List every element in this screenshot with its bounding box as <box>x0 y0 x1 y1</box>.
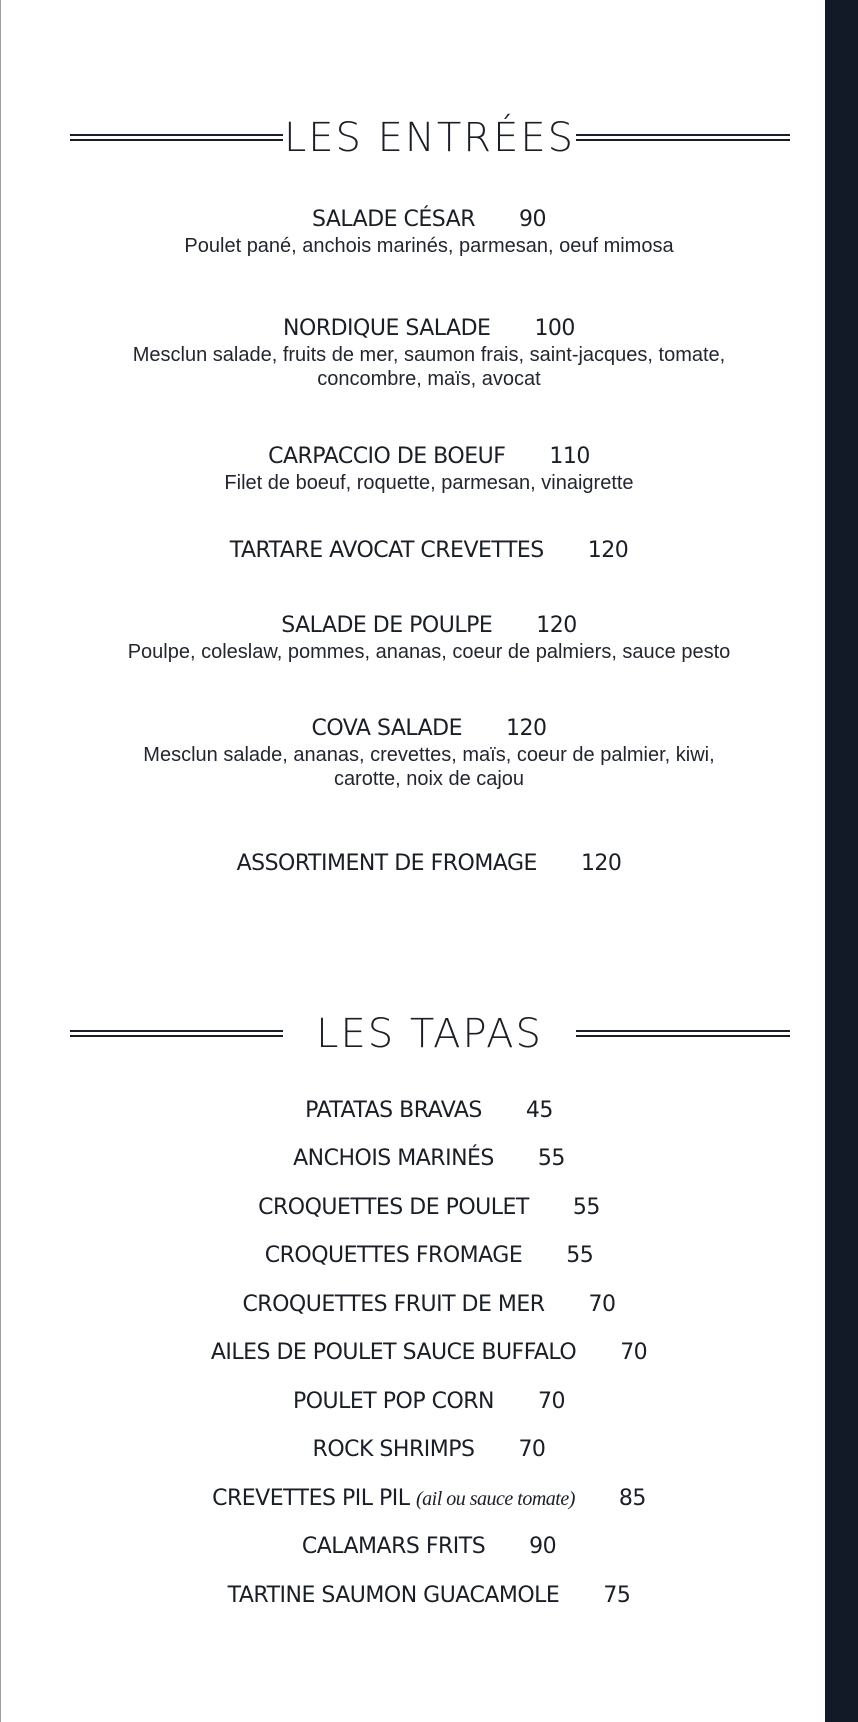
menu-item-croquettes-de-poulet <box>0 1194 858 1222</box>
item-price: 70 <box>620 1340 648 1365</box>
item-heading <box>0 850 858 878</box>
item-price: 70 <box>588 1292 616 1317</box>
item-heading <box>0 1436 858 1464</box>
item-heading <box>0 1388 858 1416</box>
item-price: 85 <box>618 1486 646 1511</box>
item-name: ANCHOIS MARINÉS <box>293 1146 494 1171</box>
item-name: TARTARE AVOCAT CREVETTES <box>229 538 544 563</box>
item-price: 120 <box>506 716 547 741</box>
item-heading <box>0 206 858 234</box>
item-price: 75 <box>603 1583 631 1608</box>
item-heading <box>0 1582 858 1610</box>
menu-item-tartine-saumon-guacamole <box>0 1582 858 1610</box>
menu-item-ailes-de-poulet-sauce-buffalo <box>0 1339 858 1367</box>
item-name: CALAMARS FRITS <box>301 1534 486 1559</box>
item-heading <box>0 1097 858 1125</box>
heading-rule-left <box>70 134 283 141</box>
menu-item-croquettes-fruit-de-mer <box>0 1291 858 1319</box>
menu-item-assortiment-de-fromage <box>0 850 858 878</box>
item-price: 70 <box>538 1389 566 1414</box>
item-heading <box>0 715 858 743</box>
item-price: 120 <box>587 538 629 563</box>
menu-item-calamars-frits <box>0 1533 858 1561</box>
item-description: Mesclun salade, fruits de mer, saumon frais, saint-jacques, tomate, concombre, maïs, avocat <box>132 344 726 390</box>
item-price: 55 <box>537 1146 565 1171</box>
section-title: LES TAPAS <box>316 1011 543 1057</box>
item-name: COVA SALADE <box>311 716 463 741</box>
menu-item-tartare-avocat-crevettes <box>0 537 858 565</box>
item-heading <box>0 1533 858 1561</box>
item-description: Poulet pané, anchois marinés, parmesan, oeuf mimosa <box>184 235 674 257</box>
menu-item-carpaccio-de-boeuf <box>0 443 858 495</box>
heading-rule-left <box>70 1030 283 1037</box>
item-heading <box>0 1291 858 1319</box>
item-price: 45 <box>525 1098 553 1123</box>
item-heading <box>0 1145 858 1173</box>
section-heading-entrees <box>0 110 825 170</box>
item-heading <box>0 1485 858 1513</box>
item-name: CROQUETTES FROMAGE <box>264 1243 523 1268</box>
menu-item-salade-cesar <box>0 206 858 258</box>
item-name: TARTINE SAUMON GUACAMOLE <box>227 1583 560 1608</box>
item-price: 55 <box>566 1243 594 1268</box>
item-name: ASSORTIMENT DE FROMAGE <box>236 851 537 876</box>
section-heading-tapas <box>0 1006 825 1066</box>
menu-item-nordique-salade <box>0 315 858 391</box>
item-description: Filet de boeuf, roquette, parmesan, vinaigrette <box>224 472 634 494</box>
item-name: SALADE DE POULPE <box>281 613 493 638</box>
item-description: Poulpe, coleslaw, pommes, ananas, coeur de palmiers, sauce pesto <box>127 641 731 663</box>
heading-rule-right <box>576 134 790 141</box>
item-price: 120 <box>536 613 577 638</box>
item-name: SALADE CÉSAR <box>311 207 476 232</box>
section-title: LES ENTRÉES <box>283 115 576 161</box>
item-heading <box>0 612 858 640</box>
menu-item-cova-salade <box>0 715 858 791</box>
item-price: 55 <box>572 1195 600 1220</box>
item-price: 70 <box>518 1437 546 1462</box>
item-heading <box>0 537 858 565</box>
menu-item-anchois-marines <box>0 1145 858 1173</box>
item-name: CREVETTES PIL PIL <box>212 1486 410 1511</box>
item-name: CROQUETTES DE POULET <box>258 1195 529 1220</box>
menu-item-croquettes-fromage <box>0 1242 858 1270</box>
item-note: (ail ou sauce tomate) <box>415 1488 575 1510</box>
item-price: 120 <box>580 851 622 876</box>
item-heading <box>0 443 858 471</box>
item-name: NORDIQUE SALADE <box>283 316 491 341</box>
item-name: CARPACCIO DE BOEUF <box>268 444 506 469</box>
item-heading <box>0 315 858 343</box>
menu-item-salade-de-poulpe <box>0 612 858 664</box>
item-name: ROCK SHRIMPS <box>312 1437 475 1462</box>
item-name: POULET POP CORN <box>292 1389 495 1414</box>
item-name: PATATAS BRAVAS <box>305 1098 482 1123</box>
menu-item-poulet-pop-corn <box>0 1388 858 1416</box>
item-heading <box>0 1242 858 1270</box>
menu-item-patatas-bravas <box>0 1097 858 1125</box>
item-name: CROQUETTES FRUIT DE MER <box>242 1292 545 1317</box>
heading-rule-right <box>576 1030 790 1037</box>
item-price: 110 <box>549 444 590 469</box>
menu-item-rock-shrimps <box>0 1436 858 1464</box>
item-price: 90 <box>529 1534 557 1559</box>
menu-item-crevettes-pil-pil <box>0 1485 858 1513</box>
item-price: 90 <box>519 207 547 232</box>
item-name: AILES DE POULET SAUCE BUFFALO <box>210 1340 577 1365</box>
item-price: 100 <box>534 316 575 341</box>
item-heading <box>0 1339 858 1367</box>
item-heading <box>0 1194 858 1222</box>
item-description: Mesclun salade, ananas, crevettes, maïs, coeur de palmier, kiwi, carotte, noix de cajou <box>143 744 715 790</box>
